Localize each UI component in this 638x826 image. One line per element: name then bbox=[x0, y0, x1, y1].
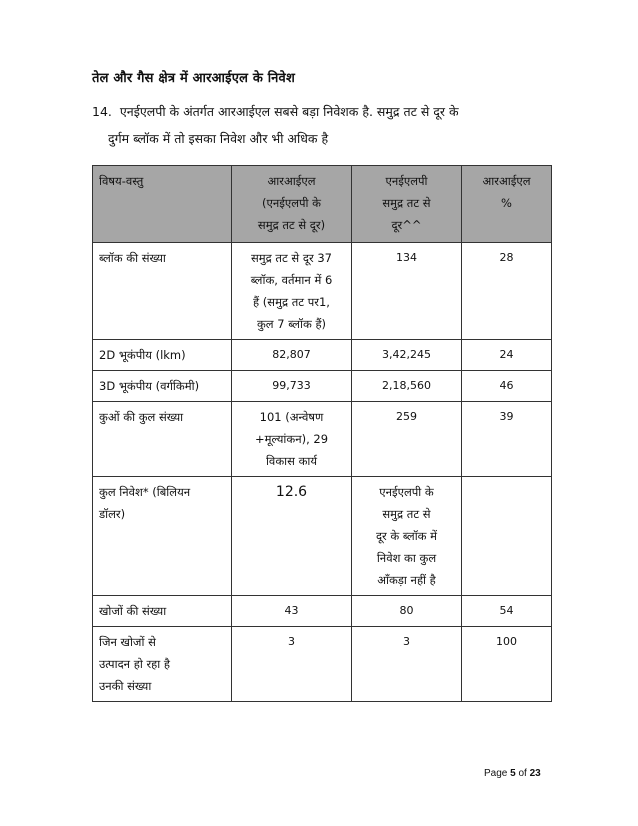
header-nelp: एनईएलपी समुद्र तट से दूर^^ bbox=[352, 166, 462, 243]
cell-percent: 46 bbox=[462, 371, 552, 402]
cell-nelp: एनईएलपी के समुद्र तट से दूर के ब्लॉक में निवेश का कुल आँकड़ा नहीं है bbox=[352, 477, 462, 596]
cell-subject: 2D भूकंपीय (lkm) bbox=[93, 340, 232, 371]
cell-nelp: 134 bbox=[352, 243, 462, 340]
cell-percent: 39 bbox=[462, 402, 552, 477]
table-header-row bbox=[93, 166, 552, 243]
header-ril-percent: आरआईएल % bbox=[462, 166, 552, 243]
cell-percent: 24 bbox=[462, 340, 552, 371]
cell-nelp: 3 bbox=[352, 627, 462, 702]
paragraph-14 bbox=[92, 98, 552, 152]
page-total: 23 bbox=[529, 768, 541, 779]
investment-table bbox=[92, 165, 552, 702]
of-label: of bbox=[518, 768, 527, 779]
table-row bbox=[93, 477, 552, 596]
cell-subject: जिन खोजों से उत्पादन हो रहा है उनकी संख्या bbox=[93, 627, 232, 702]
cell-subject: कुल निवेश* (बिलियन डॉलर) bbox=[93, 477, 232, 596]
table-row bbox=[93, 243, 552, 340]
cell-ril: समुद्र तट से दूर 37 ब्लॉक, वर्तमान में 6 हैं (समुद्र तट पर1, कुल 7 ब्लॉक हैं) bbox=[232, 243, 352, 340]
cell-nelp: 3,42,245 bbox=[352, 340, 462, 371]
cell-subject: खोजों की संख्या bbox=[93, 596, 232, 627]
cell-percent: 54 bbox=[462, 596, 552, 627]
cell-subject: 3D भूकंपीय (वर्गकिमी) bbox=[93, 371, 232, 402]
table-row bbox=[93, 340, 552, 371]
cell-percent: 28 bbox=[462, 243, 552, 340]
paragraph-line-1: एनईएलपी के अंतर्गत आरआईएल सबसे बड़ा निवेशक है. समुद्र तट से दूर के bbox=[119, 104, 459, 119]
table-row bbox=[93, 402, 552, 477]
paragraph-line-2: दुर्गम ब्लॉक में तो इसका निवेश और भी अधिक है bbox=[108, 131, 329, 146]
table-row bbox=[93, 627, 552, 702]
cell-nelp: 2,18,560 bbox=[352, 371, 462, 402]
page-number: 5 bbox=[510, 768, 516, 779]
cell-percent bbox=[462, 477, 552, 596]
cell-ril: 12.6 bbox=[232, 477, 352, 596]
header-ril: आरआईएल (एनईएलपी के समुद्र तट से दूर) bbox=[232, 166, 352, 243]
section-heading: तेल और गैस क्षेत्र में आरआईएल के निवेश bbox=[92, 71, 296, 86]
cell-percent: 100 bbox=[462, 627, 552, 702]
cell-nelp: 259 bbox=[352, 402, 462, 477]
cell-subject: ब्लॉक की संख्या bbox=[93, 243, 232, 340]
cell-subject: कुओं की कुल संख्या bbox=[93, 402, 232, 477]
page-footer bbox=[484, 768, 541, 779]
cell-ril: 99,733 bbox=[232, 371, 352, 402]
cell-ril: 3 bbox=[232, 627, 352, 702]
table-row bbox=[93, 371, 552, 402]
page-label: Page bbox=[484, 768, 508, 779]
cell-ril: 43 bbox=[232, 596, 352, 627]
header-subject: विषय-वस्तु bbox=[93, 166, 232, 243]
table-row bbox=[93, 596, 552, 627]
paragraph-number: 14. bbox=[92, 104, 112, 119]
cell-ril: 101 (अन्वेषण +मूल्यांकन), 29 विकास कार्य bbox=[232, 402, 352, 477]
cell-ril: 82,807 bbox=[232, 340, 352, 371]
cell-nelp: 80 bbox=[352, 596, 462, 627]
